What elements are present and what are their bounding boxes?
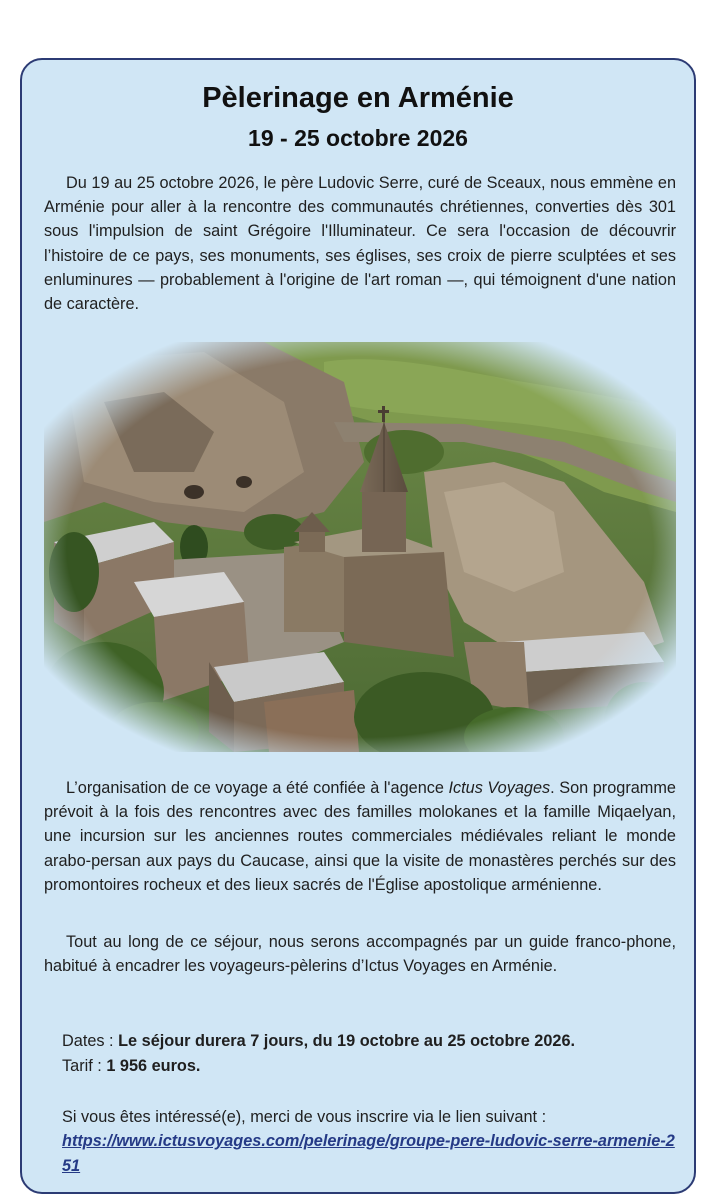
organisation-text-start: L’organisation de ce voyage a été confiée à l'agence	[66, 779, 449, 797]
guide-paragraph: Tout au long de ce séjour, nous serons accompagnés par un guide franco-phone, habitué à encadrer les voyageurs-pèlerins d’Ictus Voyages en Arménie.	[44, 933, 676, 976]
price-line	[62, 1054, 682, 1079]
organisation-paragraph	[44, 776, 676, 897]
dates-line	[62, 1029, 682, 1054]
intro-paragraph: Du 19 au 25 octobre 2026, le père Ludovic Serre, curé de Sceaux, nous emmène en Arménie pour aller à la rencontre des communautés chrétiennes, converties dès 301 sous l'impulsion de saint Grégoire l'Illuminateur. Ce sera l'occasion de découvrir l’histoire de ce pays, ses monuments, ses églises, ses croix de pierre sculptées et ses enluminures — probablement à l'origine de l'art roman —, qui témoignent d'une nation de caractère.	[44, 174, 676, 314]
dates-label: Dates :	[62, 1032, 119, 1050]
agency-name: Ictus Voyages	[448, 779, 551, 797]
monastery-photo	[44, 342, 676, 752]
organisation-text-end: . Son programme prévoit à la fois des rencontres avec des familles molokanes et la famille Miqaelyan, une incursion sur les anciennes routes commerciales médiévales reliant le monde arabo-persan aux pays du Caucase, ainsi que la visite de monastères perchés sur des promontoires rocheux et des lieux sacrés de l'Église apostolique arménienne.	[44, 779, 676, 894]
price-value: 1 956 euros.	[106, 1057, 201, 1075]
dates-value: Le séjour durera 7 jours, du 19 octobre au 25 octobre 2026.	[118, 1032, 576, 1050]
price-label: Tarif :	[62, 1057, 107, 1075]
trip-dates-heading: 19 - 25 octobre 2026	[248, 125, 468, 151]
page-title: Pèlerinage en Arménie	[202, 82, 514, 114]
registration-link[interactable]: https://www.ictusvoyages.com/pelerinage/groupe-pere-ludovic-serre-armenie-251	[62, 1132, 675, 1175]
flyer-card	[20, 58, 696, 1194]
registration-text: Si vous êtes intéressé(e), merci de vous inscrire via le lien suivant :	[62, 1108, 547, 1126]
